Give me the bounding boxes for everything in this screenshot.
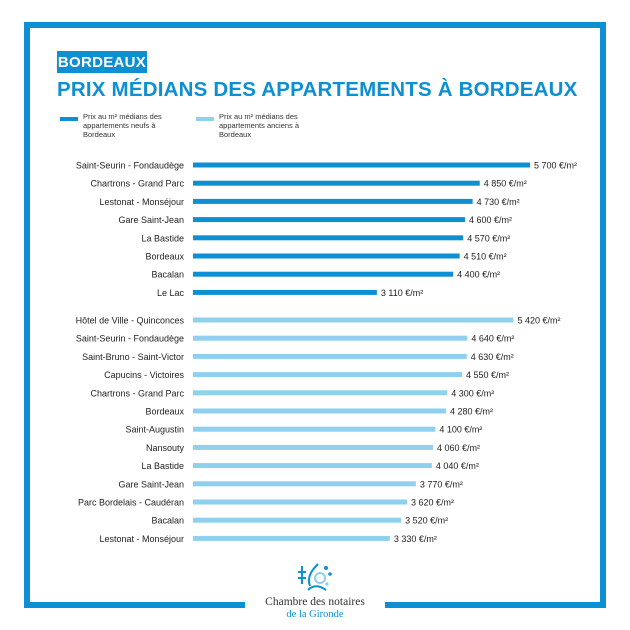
bar xyxy=(193,354,467,359)
bar xyxy=(193,463,432,468)
bar xyxy=(193,481,416,486)
category-label: Lestonat - Monséjour xyxy=(99,533,184,544)
bar xyxy=(193,409,446,414)
value-label: 4 100 €/m² xyxy=(439,424,483,435)
value-label: 3 330 €/m² xyxy=(393,533,437,544)
category-label: La Bastide xyxy=(141,461,184,472)
category-label: Bacalan xyxy=(151,269,184,280)
bar xyxy=(193,427,435,432)
category-label: Bordeaux xyxy=(145,406,184,417)
value-label: 4 730 €/m² xyxy=(476,196,520,207)
legend-new-label: Prix au m² médians des appartements neufs à Bordeaux xyxy=(83,112,162,139)
category-label: Gare Saint-Jean xyxy=(118,215,184,226)
category-label: Lestonat - Monséjour xyxy=(99,196,184,207)
bar xyxy=(193,290,377,295)
bar xyxy=(193,163,530,168)
value-label: 3 620 €/m² xyxy=(411,497,455,508)
value-label: 4 550 €/m² xyxy=(466,370,510,381)
bar xyxy=(193,336,467,341)
value-label: 4 060 €/m² xyxy=(437,442,481,453)
category-label: Saint-Seurin - Fondaudège xyxy=(75,160,184,171)
category-label: Saint-Seurin - Fondaudège xyxy=(75,333,184,344)
bar xyxy=(193,518,401,523)
footer-org-region: de la Gironde xyxy=(286,609,344,620)
bar xyxy=(193,217,465,222)
category-label: Le Lac xyxy=(156,287,184,298)
bar xyxy=(193,235,463,240)
bar xyxy=(193,318,513,323)
page-title: PRIX MÉDIANS DES APPARTEMENTS À BORDEAUX xyxy=(57,78,578,101)
value-label: 4 400 €/m² xyxy=(457,269,501,280)
value-label: 4 600 €/m² xyxy=(468,215,512,226)
category-label: Capucins - Victoires xyxy=(104,370,184,381)
bar xyxy=(193,181,480,186)
category-label: Chartrons - Grand Parc xyxy=(90,178,184,189)
value-label: 4 280 €/m² xyxy=(450,406,494,417)
value-label: 3 520 €/m² xyxy=(405,515,449,526)
notaires-logo-icon xyxy=(296,560,336,594)
value-label: 4 630 €/m² xyxy=(470,351,514,362)
value-label: 3 770 €/m² xyxy=(419,479,463,490)
category-label: Gare Saint-Jean xyxy=(118,479,184,490)
bar xyxy=(193,445,433,450)
category-label: Parc Bordelais - Caudéran xyxy=(77,497,184,508)
category-label: Bacalan xyxy=(151,515,184,526)
bar xyxy=(193,199,473,204)
category-label: Saint-Augustin xyxy=(125,424,184,435)
value-label: 3 110 €/m² xyxy=(380,287,424,298)
footer-org-name: Chambre des notaires xyxy=(265,596,365,608)
value-label: 4 850 €/m² xyxy=(483,178,527,189)
value-label: 4 570 €/m² xyxy=(467,233,511,244)
bar xyxy=(193,254,460,259)
category-label: Chartrons - Grand Parc xyxy=(90,388,184,399)
value-label: 4 640 €/m² xyxy=(471,333,515,344)
category-label: Hôtel de Ville - Quinconces xyxy=(75,315,184,326)
bar xyxy=(193,372,462,377)
category-label: Nansouty xyxy=(145,442,184,453)
bar xyxy=(193,536,390,541)
value-label: 5 420 €/m² xyxy=(517,315,561,326)
category-label: Bordeaux xyxy=(145,251,184,262)
bar xyxy=(193,272,453,277)
city-tag: BORDEAUX xyxy=(57,51,147,73)
bar xyxy=(193,390,447,395)
bar xyxy=(193,500,407,505)
category-label: Saint-Bruno - Saint-Victor xyxy=(82,351,184,362)
category-label: La Bastide xyxy=(141,233,184,244)
legend-old-label: Prix au m² médians des appartements anciens à Bordeaux xyxy=(219,112,300,139)
value-label: 4 300 €/m² xyxy=(451,388,495,399)
value-label: 4 510 €/m² xyxy=(463,251,507,262)
value-label: 4 040 €/m² xyxy=(435,461,479,472)
value-label: 5 700 €/m² xyxy=(534,160,578,171)
